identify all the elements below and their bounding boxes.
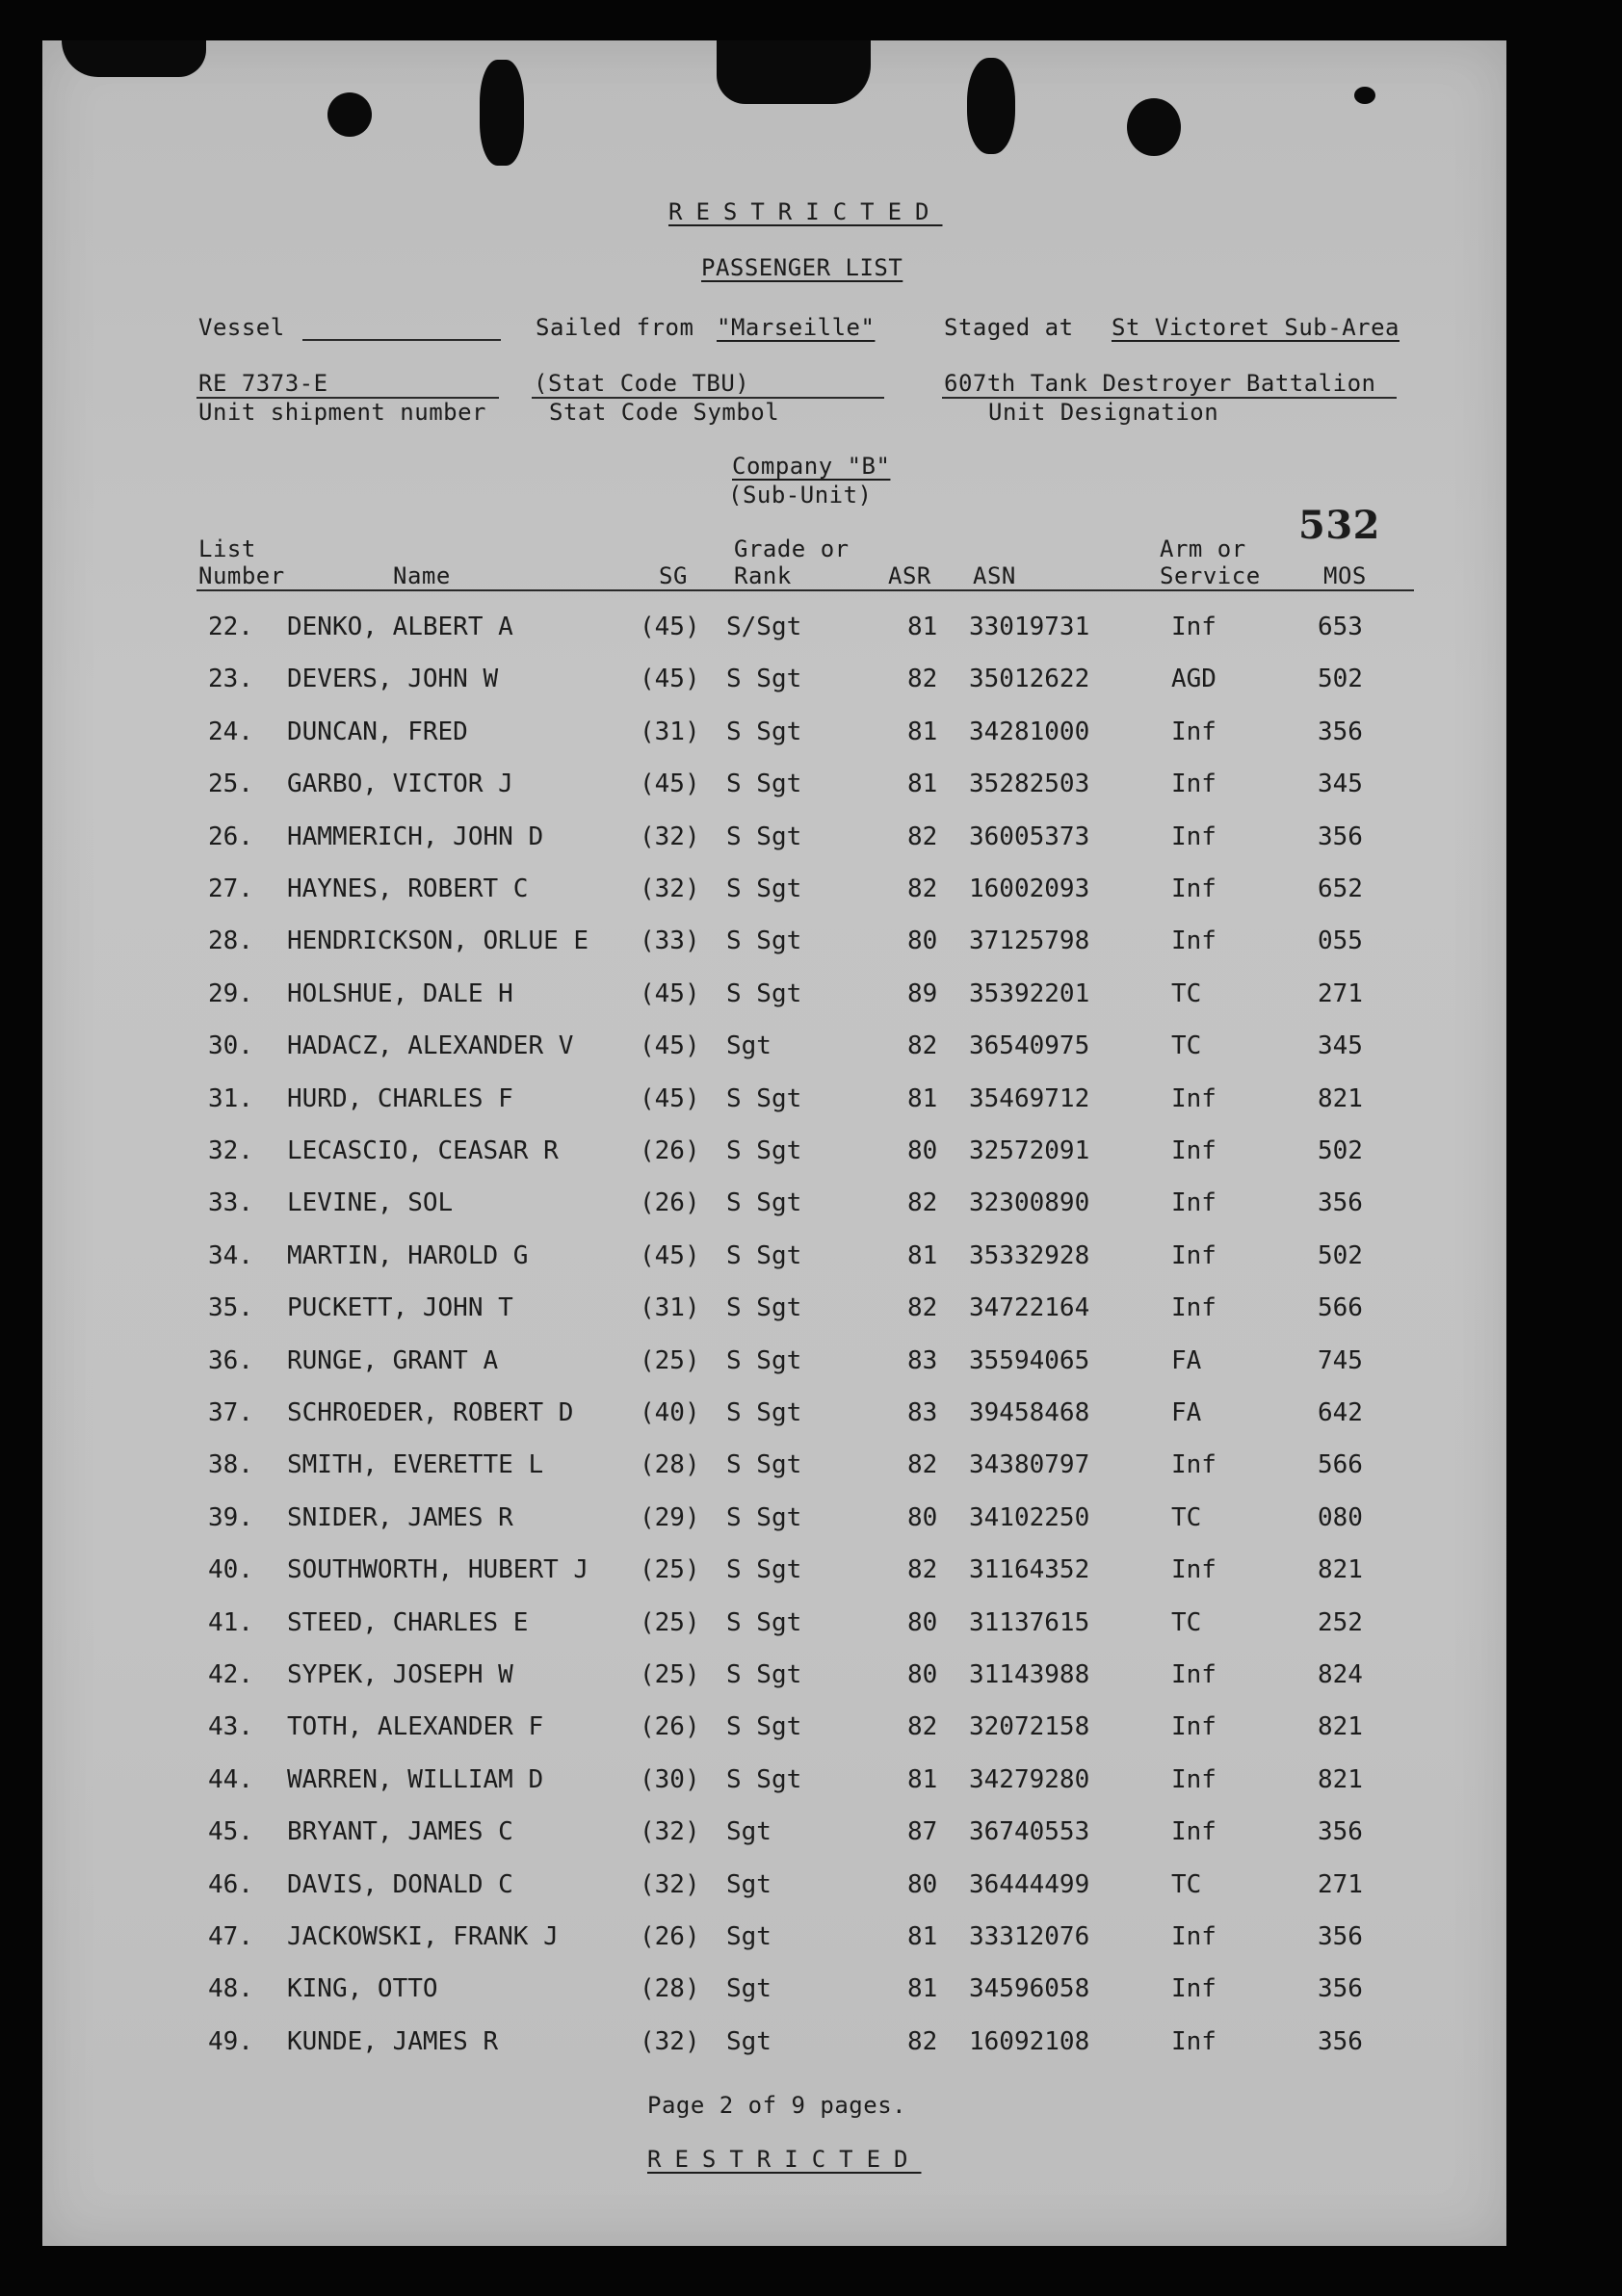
list-number: 39. (208, 1502, 253, 1532)
arm-value: Inf (1171, 874, 1216, 903)
punch-hole (967, 58, 1015, 154)
passenger-name: PUCKETT, JOHN T (287, 1293, 513, 1323)
passenger-name: KUNDE, JAMES R (287, 2026, 499, 2056)
stat-code-value: (Stat Code TBU) (534, 370, 750, 397)
mos-value: 824 (1318, 1660, 1363, 1689)
asn-value: 35469712 (969, 1083, 1090, 1113)
mos-value: 642 (1318, 1398, 1363, 1427)
asr-value: 83 (907, 1398, 938, 1427)
sg-value: (40) (640, 1398, 700, 1427)
list-number: 24. (208, 717, 253, 746)
passenger-name: GARBO, VICTOR J (287, 770, 513, 799)
grade-value: S Sgt (726, 770, 802, 799)
asn-value: 34279280 (969, 1764, 1090, 1794)
mos-value: 566 (1318, 1450, 1363, 1480)
asr-value: 87 (907, 1817, 938, 1847)
arm-value: Inf (1171, 1974, 1216, 2004)
mos-value: 345 (1318, 770, 1363, 799)
asr-value: 81 (907, 717, 938, 746)
passenger-name: DEVERS, JOHN W (287, 665, 499, 694)
document-sheet (42, 40, 1506, 2246)
table-row (42, 1450, 1506, 1502)
passenger-name: LECASCIO, CEASAR R (287, 1136, 559, 1165)
arm-value: Inf (1171, 822, 1216, 851)
asr-value: 81 (907, 1922, 938, 1951)
asr-value: 80 (907, 1660, 938, 1689)
asn-value: 33312076 (969, 1922, 1090, 1951)
passenger-name: HAYNES, ROBERT C (287, 874, 529, 903)
passenger-name: RUNGE, GRANT A (287, 1345, 499, 1375)
asn-value: 31164352 (969, 1555, 1090, 1585)
torn-edge-center (717, 40, 871, 104)
mos-value: 653 (1318, 613, 1363, 641)
passenger-name: DUNCAN, FRED (287, 717, 468, 746)
mos-value: 356 (1318, 1922, 1363, 1951)
asr-value: 89 (907, 978, 938, 1008)
asr-value: 82 (907, 1293, 938, 1323)
sailed-from-label: Sailed from (536, 314, 694, 341)
stamp-number: 532 (1298, 503, 1380, 548)
list-number: 32. (208, 1136, 253, 1165)
arm-value: TC (1171, 978, 1202, 1008)
table-row (42, 1503, 1506, 1555)
page-info: Page 2 of 9 pages. (647, 2092, 907, 2119)
mos-value: 252 (1318, 1607, 1363, 1637)
arm-value: FA (1171, 1398, 1202, 1427)
punch-hole (1127, 98, 1181, 156)
table-row (42, 926, 1506, 978)
sg-value: (32) (640, 2026, 700, 2056)
asr-value: 82 (907, 1188, 938, 1218)
asr-value: 82 (907, 1712, 938, 1742)
col-mos: MOS (1323, 562, 1367, 589)
asr-value: 81 (907, 770, 938, 799)
arm-value: TC (1171, 1031, 1202, 1061)
grade-value: S Sgt (726, 1660, 802, 1689)
arm-value: Inf (1171, 1764, 1216, 1794)
table-row (42, 1084, 1506, 1136)
punch-hole (327, 92, 372, 137)
sg-value: (32) (640, 1817, 700, 1847)
document-title: PASSENGER LIST (701, 254, 903, 281)
sg-value: (45) (640, 978, 700, 1008)
classification-top: RESTRICTED (668, 198, 943, 225)
mos-value: 745 (1318, 1345, 1363, 1375)
sg-value: (25) (640, 1607, 700, 1637)
sailed-from-value: "Marseille" (717, 314, 876, 341)
staged-at-label: Staged at (944, 314, 1074, 341)
list-number: 30. (208, 1031, 253, 1061)
asn-value: 35012622 (969, 665, 1090, 694)
asn-value: 34102250 (969, 1502, 1090, 1532)
mos-value: 055 (1318, 926, 1363, 956)
list-number: 37. (208, 1398, 253, 1427)
sub-unit-label: (Sub-Unit) (728, 482, 873, 509)
grade-value: S Sgt (726, 1293, 802, 1323)
asn-value: 16092108 (969, 2026, 1090, 2056)
asn-value: 32572091 (969, 1136, 1090, 1165)
asr-value: 80 (907, 926, 938, 956)
unit-shipment-number: RE 7373-E (198, 370, 328, 397)
asn-value: 35594065 (969, 1345, 1090, 1375)
passenger-name: SNIDER, JAMES R (287, 1502, 513, 1532)
punch-hole (1354, 87, 1375, 104)
asr-value: 82 (907, 665, 938, 694)
list-number: 35. (208, 1293, 253, 1323)
table-row (42, 1346, 1506, 1398)
asr-value: 81 (907, 1764, 938, 1794)
asn-value: 36740553 (969, 1817, 1090, 1847)
asr-value: 82 (907, 874, 938, 903)
mos-value: 502 (1318, 665, 1363, 694)
mos-value: 821 (1318, 1555, 1363, 1585)
sg-value: (32) (640, 874, 700, 903)
list-number: 36. (208, 1345, 253, 1375)
table-row (42, 1765, 1506, 1817)
passenger-name: SCHROEDER, ROBERT D (287, 1398, 574, 1427)
grade-value: Sgt (726, 1817, 772, 1847)
vessel-label: Vessel (198, 314, 285, 341)
table-row (42, 1031, 1506, 1083)
arm-value: Inf (1171, 1660, 1216, 1689)
grade-value: S Sgt (726, 978, 802, 1008)
col-arm-top: Arm or (1160, 535, 1246, 562)
asr-value: 82 (907, 822, 938, 851)
arm-value: Inf (1171, 1712, 1216, 1742)
asr-value: 82 (907, 1031, 938, 1061)
asn-value: 33019731 (969, 613, 1090, 641)
mos-value: 356 (1318, 2026, 1363, 2056)
passenger-name: HADACZ, ALEXANDER V (287, 1031, 574, 1061)
sg-value: (26) (640, 1188, 700, 1218)
mos-value: 566 (1318, 1293, 1363, 1323)
grade-value: S Sgt (726, 1764, 802, 1794)
sg-value: (26) (640, 1922, 700, 1951)
sub-unit-value: Company "B" (732, 453, 891, 480)
sg-value: (29) (640, 1502, 700, 1532)
asr-value: 80 (907, 1136, 938, 1165)
passenger-name: TOTH, ALEXANDER F (287, 1712, 544, 1742)
table-row (42, 874, 1506, 926)
table-row (42, 1974, 1506, 2026)
mos-value: 821 (1318, 1764, 1363, 1794)
asr-value: 82 (907, 1450, 938, 1480)
sg-value: (45) (640, 613, 700, 641)
grade-value: S Sgt (726, 822, 802, 851)
arm-value: Inf (1171, 1817, 1216, 1847)
passenger-name: MARTIN, HAROLD G (287, 1240, 529, 1270)
grade-value: S Sgt (726, 665, 802, 694)
grade-value: S Sgt (726, 926, 802, 956)
asn-value: 31137615 (969, 1607, 1090, 1637)
list-number: 47. (208, 1922, 253, 1951)
arm-value: Inf (1171, 1555, 1216, 1585)
asn-value: 32300890 (969, 1188, 1090, 1218)
mos-value: 356 (1318, 1817, 1363, 1847)
grade-value: S Sgt (726, 1450, 802, 1480)
arm-value: TC (1171, 1869, 1202, 1899)
classification-bottom: RESTRICTED (647, 2146, 922, 2173)
passenger-name: LEVINE, SOL (287, 1188, 454, 1218)
passenger-name: HAMMERICH, JOHN D (287, 822, 544, 851)
passenger-name: HOLSHUE, DALE H (287, 978, 513, 1008)
arm-value: Inf (1171, 2026, 1216, 2056)
sg-value: (26) (640, 1712, 700, 1742)
grade-value: S Sgt (726, 1240, 802, 1270)
passenger-name: SOUTHWORTH, HUBERT J (287, 1555, 589, 1585)
passenger-name: SYPEK, JOSEPH W (287, 1660, 513, 1689)
table-row (42, 1817, 1506, 1869)
col-asr: ASR (888, 562, 931, 589)
vessel-rule (302, 339, 501, 341)
arm-value: Inf (1171, 1083, 1216, 1113)
list-number: 48. (208, 1974, 253, 2004)
list-number: 41. (208, 1607, 253, 1637)
sg-value: (25) (640, 1555, 700, 1585)
arm-value: TC (1171, 1502, 1202, 1532)
grade-value: S Sgt (726, 1188, 802, 1218)
list-number: 25. (208, 770, 253, 799)
arm-value: AGD (1171, 665, 1216, 694)
table-row (42, 1922, 1506, 1974)
asr-value: 81 (907, 1083, 938, 1113)
grade-value: S Sgt (726, 1712, 802, 1742)
sg-value: (45) (640, 770, 700, 799)
sg-value: (28) (640, 1974, 700, 2004)
mos-value: 821 (1318, 1712, 1363, 1742)
mos-value: 271 (1318, 1869, 1363, 1899)
grade-value: S Sgt (726, 1345, 802, 1375)
arm-value: Inf (1171, 770, 1216, 799)
list-number: 42. (208, 1660, 253, 1689)
arm-value: Inf (1171, 1136, 1216, 1165)
asn-value: 37125798 (969, 926, 1090, 956)
grade-value: S/Sgt (726, 613, 802, 641)
asn-value: 39458468 (969, 1398, 1090, 1427)
mos-value: 080 (1318, 1502, 1363, 1532)
list-number: 40. (208, 1555, 253, 1585)
asr-value: 81 (907, 1974, 938, 2004)
asn-value: 34596058 (969, 1974, 1090, 2004)
sg-value: (30) (640, 1764, 700, 1794)
col-list-number-bottom: Number (198, 562, 285, 589)
arm-value: Inf (1171, 717, 1216, 746)
list-number: 46. (208, 1869, 253, 1899)
list-number: 44. (208, 1764, 253, 1794)
arm-value: Inf (1171, 1450, 1216, 1480)
list-number: 29. (208, 978, 253, 1008)
arm-value: Inf (1171, 1240, 1216, 1270)
mos-value: 356 (1318, 822, 1363, 851)
col-grade-bottom: Rank (734, 562, 792, 589)
arm-value: Inf (1171, 1188, 1216, 1218)
asr-value: 83 (907, 1345, 938, 1375)
col-grade-top: Grade or (734, 535, 850, 562)
table-row (42, 718, 1506, 770)
grade-value: Sgt (726, 2026, 772, 2056)
col-arm-bottom: Service (1160, 562, 1261, 589)
grade-value: S Sgt (726, 717, 802, 746)
table-row (42, 1398, 1506, 1450)
passenger-name: STEED, CHARLES E (287, 1607, 529, 1637)
sg-value: (32) (640, 1869, 700, 1899)
arm-value: FA (1171, 1345, 1202, 1375)
list-number: 49. (208, 2026, 253, 2056)
passenger-name: KING, OTTO (287, 1974, 438, 2004)
col-asn: ASN (973, 562, 1016, 589)
mos-value: 652 (1318, 874, 1363, 903)
table-row (42, 1712, 1506, 1764)
asn-value: 32072158 (969, 1712, 1090, 1742)
grade-value: S Sgt (726, 1083, 802, 1113)
passenger-name: HURD, CHARLES F (287, 1083, 513, 1113)
unit-shipment-label: Unit shipment number (198, 399, 486, 426)
mos-value: 345 (1318, 1031, 1363, 1061)
asn-value: 34380797 (969, 1450, 1090, 1480)
table-row (42, 1136, 1506, 1188)
asn-value: 35392201 (969, 978, 1090, 1008)
list-number: 31. (208, 1083, 253, 1113)
grade-value: S Sgt (726, 1555, 802, 1585)
asn-value: 36444499 (969, 1869, 1090, 1899)
list-number: 43. (208, 1712, 253, 1742)
asn-value: 34281000 (969, 717, 1090, 746)
col-list-number-top: List (198, 535, 256, 562)
sg-value: (25) (640, 1345, 700, 1375)
table-row (42, 665, 1506, 717)
mos-value: 356 (1318, 1188, 1363, 1218)
arm-value: Inf (1171, 926, 1216, 956)
sg-value: (32) (640, 822, 700, 851)
passenger-name: JACKOWSKI, FRANK J (287, 1922, 559, 1951)
header-rule (196, 589, 1414, 591)
table-row (42, 613, 1506, 665)
table-row (42, 822, 1506, 874)
asn-value: 35282503 (969, 770, 1090, 799)
list-number: 38. (208, 1450, 253, 1480)
table-row (42, 979, 1506, 1031)
table-row (42, 770, 1506, 822)
grade-value: S Sgt (726, 874, 802, 903)
passenger-name: SMITH, EVERETTE L (287, 1450, 544, 1480)
mos-value: 502 (1318, 1136, 1363, 1165)
grade-value: Sgt (726, 1869, 772, 1899)
sg-value: (45) (640, 1083, 700, 1113)
sg-value: (33) (640, 926, 700, 956)
asr-value: 81 (907, 1240, 938, 1270)
asn-value: 34722164 (969, 1293, 1090, 1323)
asr-value: 80 (907, 1502, 938, 1532)
passenger-name: BRYANT, JAMES C (287, 1817, 513, 1847)
punch-hole (480, 60, 524, 166)
col-name: Name (393, 562, 451, 589)
asr-value: 81 (907, 613, 938, 641)
sg-value: (45) (640, 665, 700, 694)
unit-designation-value: 607th Tank Destroyer Battalion (944, 370, 1376, 397)
grade-value: S Sgt (726, 1607, 802, 1637)
passenger-name: DAVIS, DONALD C (287, 1869, 513, 1899)
list-number: 22. (208, 613, 253, 641)
sg-value: (28) (640, 1450, 700, 1480)
sg-value: (26) (640, 1136, 700, 1165)
passenger-name: WARREN, WILLIAM D (287, 1764, 544, 1794)
asn-value: 36005373 (969, 822, 1090, 851)
passenger-name: DENKO, ALBERT A (287, 613, 513, 641)
stat-code-label: Stat Code Symbol (549, 399, 780, 426)
grade-value: S Sgt (726, 1136, 802, 1165)
table-row (42, 2027, 1506, 2079)
sg-value: (25) (640, 1660, 700, 1689)
col-sg: SG (659, 562, 688, 589)
arm-value: TC (1171, 1607, 1202, 1637)
mos-value: 821 (1318, 1083, 1363, 1113)
table-row (42, 1608, 1506, 1660)
list-number: 45. (208, 1817, 253, 1847)
grade-value: S Sgt (726, 1398, 802, 1427)
unit-designation-label: Unit Designation (988, 399, 1219, 426)
sg-value: (45) (640, 1240, 700, 1270)
asr-value: 82 (907, 1555, 938, 1585)
grade-value: Sgt (726, 1974, 772, 2004)
list-number: 26. (208, 822, 253, 851)
mos-value: 356 (1318, 1974, 1363, 2004)
table-row (42, 1241, 1506, 1293)
sg-value: (31) (640, 717, 700, 746)
passenger-name: HENDRICKSON, ORLUE E (287, 926, 589, 956)
table-row (42, 1188, 1506, 1240)
sg-value: (45) (640, 1031, 700, 1061)
asr-value: 82 (907, 2026, 938, 2056)
asn-value: 35332928 (969, 1240, 1090, 1270)
list-number: 33. (208, 1188, 253, 1218)
grade-value: Sgt (726, 1031, 772, 1061)
table-row (42, 1660, 1506, 1712)
arm-value: Inf (1171, 613, 1216, 641)
arm-value: Inf (1171, 1922, 1216, 1951)
grade-value: Sgt (726, 1922, 772, 1951)
asn-value: 16002093 (969, 874, 1090, 903)
list-number: 34. (208, 1240, 253, 1270)
sg-value: (31) (640, 1293, 700, 1323)
table-row (42, 1555, 1506, 1607)
torn-edge-left (62, 40, 206, 77)
list-number: 23. (208, 665, 253, 694)
mos-value: 502 (1318, 1240, 1363, 1270)
asn-value: 31143988 (969, 1660, 1090, 1689)
grade-value: S Sgt (726, 1502, 802, 1532)
table-row (42, 1870, 1506, 1922)
staged-at-value: St Victoret Sub-Area (1112, 314, 1400, 341)
asr-value: 80 (907, 1869, 938, 1899)
mos-value: 271 (1318, 978, 1363, 1008)
asn-value: 36540975 (969, 1031, 1090, 1061)
asr-value: 80 (907, 1607, 938, 1637)
arm-value: Inf (1171, 1293, 1216, 1323)
mos-value: 356 (1318, 717, 1363, 746)
list-number: 28. (208, 926, 253, 956)
list-number: 27. (208, 874, 253, 903)
table-row (42, 1293, 1506, 1345)
